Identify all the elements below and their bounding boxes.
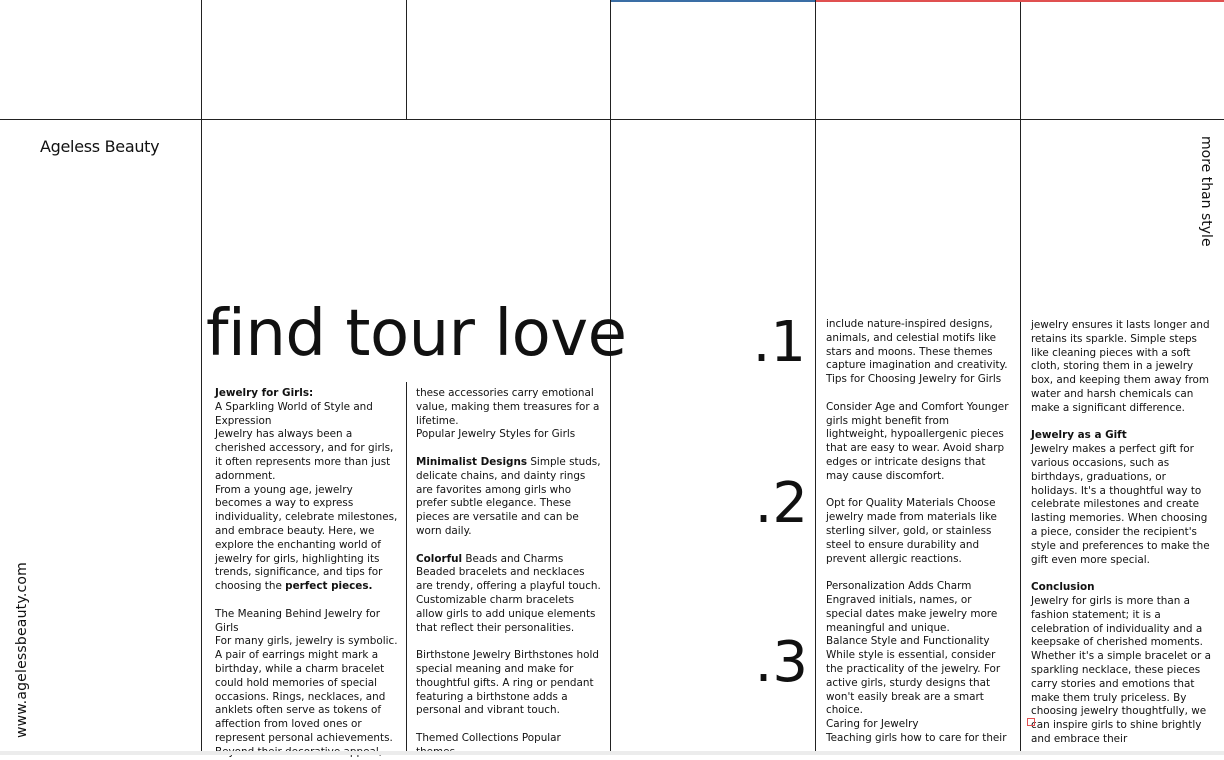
paragraph: Colorful Beads and Charms Beaded bracelets and necklaces are trendy, offering a playful touch. Customizable charm bracelets allow girls to add unique elements that reflect their personalities.	[416, 552, 601, 634]
article-subtitle: A Sparkling World of Style and Expression	[215, 400, 373, 427]
section-number-2: .2	[754, 471, 808, 536]
paragraph: Balance Style and Functionality While style is essential, consider the practicality of the jewelry. For active girls, sturdy designs that won't easily break are a smart choice.	[826, 635, 1001, 717]
paragraph: From a young age, jewelry becomes a way to express individuality, celebrate milestones, and embrace beauty. Here, we explore the enchanting world of jewelry for girls, highlighting its trends, significance, and tips for choosing the perfect pieces.	[215, 483, 398, 593]
paragraph: Jewelry makes a perfect gift for various occasions, such as birthdays, graduations, or holidays. It's a thoughtful way to celebrate milestones and create lasting memories. When choosing a piece, consider the recipient's style and preferences to make the gift even more special.	[1031, 443, 1210, 566]
paragraph: For many girls, jewelry is symbolic. A pair of earrings might mark a birthday, while a charm bracelet could hold memories of special occasions. Rings, necklaces, and anklets often serve as tokens of affection from loved ones or represent personal achievements.	[215, 635, 398, 744]
paragraph: Teaching girls how to care for their	[826, 731, 1007, 744]
grid-line	[201, 0, 202, 751]
paragraph: Jewelry for girls is more than a fashion statement; it is a celebration of individuality and a keepsake of cherished moments. Whether it's a simple bracelet or a sparkling necklace, these pieces carry stories and emotions that make them truly priceless. By choosing jewelry thoughtfully, we can inspire girls to shine brightly and embrace their	[1031, 594, 1211, 745]
section-heading: Conclusion	[1031, 581, 1095, 594]
text-column-3	[826, 318, 1009, 746]
text-column-1	[215, 387, 403, 760]
paragraph: Personalization Adds Charm Engraved initials, names, or special dates make jewelry more meaningful and unique.	[826, 580, 998, 634]
brand-name: Ageless Beauty	[40, 137, 160, 156]
grid-line	[815, 0, 816, 751]
paragraph: Opt for Quality Materials Choose jewelry made from materials like sterling silver, gold, or stainless steel to ensure durability and prevent allergic reactions.	[826, 497, 997, 565]
grid-line	[406, 382, 407, 751]
section-heading: The Meaning Behind Jewelry for Girls	[215, 607, 381, 634]
paragraph: Themed Collections Popular	[416, 731, 561, 744]
paragraph: include nature-inspired designs, animals, and celestial motifs like stars and moons. These themes capture imagination and creativity.	[826, 318, 1008, 372]
paragraph: jewelry ensures it lasts longer and retains its sparkle. Simple steps like cleaning pieces with a soft cloth, storing them in a jewelry box, and keeping them away from water and harsh chemicals can make a significant difference.	[1031, 319, 1210, 414]
paragraph: Consider Age and Comfort Younger girls might benefit from lightweight, hypoallergenic pieces that are easy to wear. Avoid sharp edges or intricate designs that may cause discomfort.	[826, 400, 1009, 482]
grid-line	[610, 0, 611, 755]
paragraph: Birthstone Jewelry Birthstones hold special meaning and make for thoughtful gifts. A ring or pendant featuring a birthstone adds a personal and vibrant touch.	[416, 649, 599, 717]
headline: find tour love	[206, 297, 627, 371]
section-heading: Popular Jewelry Styles for Girls	[416, 428, 576, 441]
article-title: Jewelry for Girls:	[215, 387, 314, 399]
text-column-2	[416, 387, 602, 760]
section-heading: Jewelry as a Gift	[1031, 429, 1127, 442]
paragraph: Jewelry has always been a cherished accessory, and for girls, it often represents more than just adornment.	[215, 428, 394, 482]
website-url[interactable]: www.agelessbeauty.com	[14, 562, 30, 738]
section-number-1: .1	[752, 310, 806, 375]
text-column-4	[1031, 319, 1215, 747]
paragraph: Minimalist Designs Simple studs, delicate chains, and dainty rings are favorites among girls who prefer subtle elegance. These pieces are versatile and can be worn daily.	[416, 455, 601, 537]
grid-line	[0, 119, 1224, 120]
section-heading: Tips for Choosing Jewelry for Girls	[826, 373, 1002, 386]
paragraph: these accessories carry emotional value, making them treasures for a lifetime.	[416, 387, 600, 427]
grid-line	[1020, 0, 1021, 751]
section-number-3: .3	[754, 630, 808, 695]
bottom-scroll-strip	[0, 751, 1224, 755]
grid-line	[406, 0, 407, 120]
accent-line-red	[816, 0, 1224, 2]
section-heading: Caring for Jewelry	[826, 718, 919, 731]
tagline: more than style	[1198, 136, 1214, 247]
overflow-marker-icon[interactable]	[1027, 718, 1035, 726]
accent-line-blue	[611, 0, 815, 2]
